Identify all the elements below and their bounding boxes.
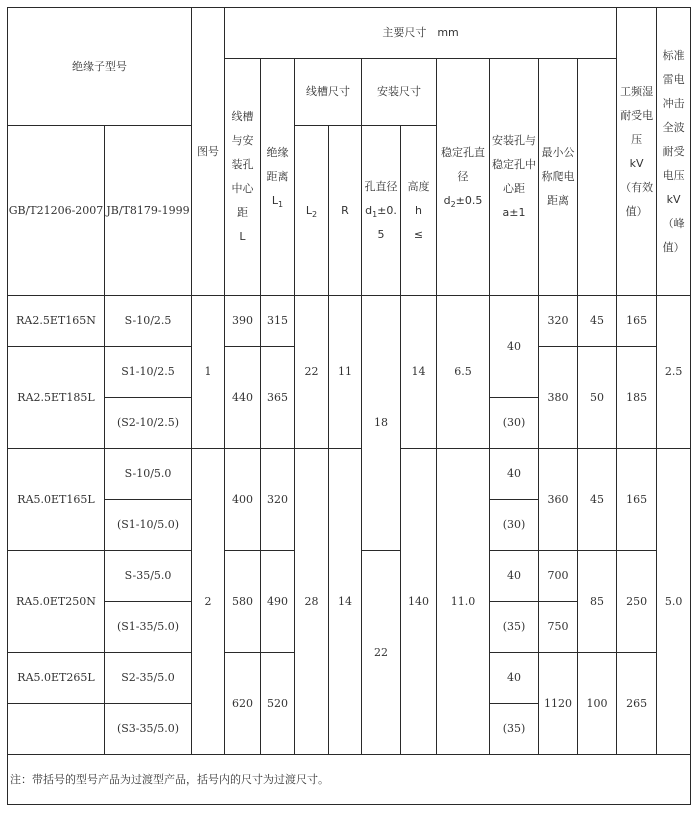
cell-pf-voltage: 45 bbox=[578, 296, 617, 347]
cell-gb-model: RA2.5ET165N bbox=[8, 296, 105, 347]
cell-d2: 11.0 bbox=[437, 449, 490, 755]
cell-gb-model: RA5.0ET165L bbox=[8, 449, 105, 551]
header-creepage-distance: 最小公称爬电距离 bbox=[539, 59, 578, 296]
cell-a: 40 bbox=[490, 296, 539, 398]
cell-L2: 22 bbox=[295, 296, 329, 449]
cell-L1: 520 bbox=[261, 653, 295, 755]
cell-creepage: 380 bbox=[539, 347, 578, 449]
cell-creepage: 700 bbox=[539, 551, 578, 602]
cell-R: 11 bbox=[329, 296, 362, 449]
cell-jb-model: S-10/2.5 bbox=[105, 296, 192, 347]
header-hole-center-distance: 安装孔与稳定孔中心距 a±1 bbox=[490, 59, 539, 296]
header-hole-diameter: 孔直径 $d_1\pm 0.5$ bbox=[362, 126, 401, 296]
cell-jb-model: (S2-10/2.5) bbox=[105, 398, 192, 449]
cell-d2: 6.5 bbox=[437, 296, 490, 449]
cell-L1: 365 bbox=[261, 347, 295, 449]
cell-L: 390 bbox=[225, 296, 261, 347]
cell-jb-model: (S1-35/5.0) bbox=[105, 602, 192, 653]
cell-a: 40 bbox=[490, 551, 539, 602]
cell-pf-voltage: 45 bbox=[578, 449, 617, 551]
header-power-freq-voltage: 工频湿耐受电压 kV （有效值） bbox=[617, 8, 657, 296]
header-insulator-model: 绝缘子型号 bbox=[8, 8, 192, 126]
cell-jb-model: S2-35/5.0 bbox=[105, 653, 192, 704]
cell-h: 140 bbox=[401, 449, 437, 755]
cell-bending-load: 5.0 bbox=[657, 449, 691, 755]
cell-L: 620 bbox=[225, 653, 261, 755]
cell-figure-no: 2 bbox=[192, 449, 225, 755]
cell-jb-model: (S3-35/5.0) bbox=[105, 704, 192, 755]
header-groove-dims: 线槽尺寸 bbox=[295, 59, 362, 126]
cell-L1: 490 bbox=[261, 551, 295, 653]
cell-pf-voltage: 100 bbox=[578, 653, 617, 755]
cell-bending-load: 2.5 bbox=[657, 296, 691, 449]
cell-d1: 22 bbox=[362, 551, 401, 755]
header-l2: $L_2$ bbox=[295, 126, 329, 296]
cell-h: 14 bbox=[401, 296, 437, 449]
cell-a: (35) bbox=[490, 602, 539, 653]
cell-creepage: 360 bbox=[539, 449, 578, 551]
cell-creepage: 1120 bbox=[539, 653, 578, 755]
cell-jb-model: S1-10/2.5 bbox=[105, 347, 192, 398]
header-install-dims: 安装尺寸 bbox=[362, 59, 437, 126]
header-lightning-impulse-voltage: 标准雷电冲击全波耐受电压 kV （峰值） bbox=[657, 8, 691, 296]
cell-a: (35) bbox=[490, 704, 539, 755]
cell-li-voltage: 265 bbox=[617, 653, 657, 755]
cell-L1: 320 bbox=[261, 449, 295, 551]
cell-pf-voltage: 50 bbox=[578, 347, 617, 449]
cell-L: 400 bbox=[225, 449, 261, 551]
cell-gb-model bbox=[8, 704, 105, 755]
table-footnote: 注：带括号的型号产品为过渡型产品，括号内的尺寸为过渡尺寸。 bbox=[8, 755, 691, 805]
cell-creepage: 750 bbox=[539, 602, 578, 653]
header-std-jb: JB/T8179-1999 bbox=[105, 126, 192, 296]
insulator-spec-table bbox=[7, 7, 691, 805]
cell-li-voltage: 185 bbox=[617, 347, 657, 449]
cell-creepage: 320 bbox=[539, 296, 578, 347]
cell-li-voltage: 165 bbox=[617, 449, 657, 551]
cell-li-voltage: 165 bbox=[617, 296, 657, 347]
cell-L1: 315 bbox=[261, 296, 295, 347]
cell-R: 14 bbox=[329, 449, 362, 755]
cell-L: 440 bbox=[225, 347, 261, 449]
header-stabilizing-hole-dia: 稳定孔直径 $d_2\pm 0.5$ bbox=[437, 59, 490, 296]
cell-L: 580 bbox=[225, 551, 261, 653]
header-groove-to-hole: 线槽与安装孔中心距 L bbox=[225, 59, 261, 296]
cell-a: (30) bbox=[490, 500, 539, 551]
cell-pf-voltage: 85 bbox=[578, 551, 617, 653]
cell-a: 40 bbox=[490, 653, 539, 704]
cell-gb-model: RA2.5ET185L bbox=[8, 347, 105, 449]
cell-figure-no: 1 bbox=[192, 296, 225, 449]
cell-jb-model: (S1-10/5.0) bbox=[105, 500, 192, 551]
header-std-gb: GB/T21206-2007 bbox=[8, 126, 105, 296]
cell-jb-model: S-10/5.0 bbox=[105, 449, 192, 500]
cell-li-voltage: 250 bbox=[617, 551, 657, 653]
cell-L2: 28 bbox=[295, 449, 329, 755]
header-insulation-distance: 绝缘距离 $L_1$ bbox=[261, 59, 295, 296]
header-height: 高度 h ≤ bbox=[401, 126, 437, 296]
header-main-dims: 主要尺寸 mm bbox=[225, 8, 617, 59]
cell-gb-model: RA5.0ET265L bbox=[8, 653, 105, 704]
cell-a: (30) bbox=[490, 398, 539, 449]
header-r: R bbox=[329, 126, 362, 296]
cell-jb-model: S-35/5.0 bbox=[105, 551, 192, 602]
cell-a: 40 bbox=[490, 449, 539, 500]
cell-d1: 18 bbox=[362, 296, 401, 551]
cell-gb-model: RA5.0ET250N bbox=[8, 551, 105, 653]
header-figure-no: 图号 bbox=[192, 8, 225, 296]
